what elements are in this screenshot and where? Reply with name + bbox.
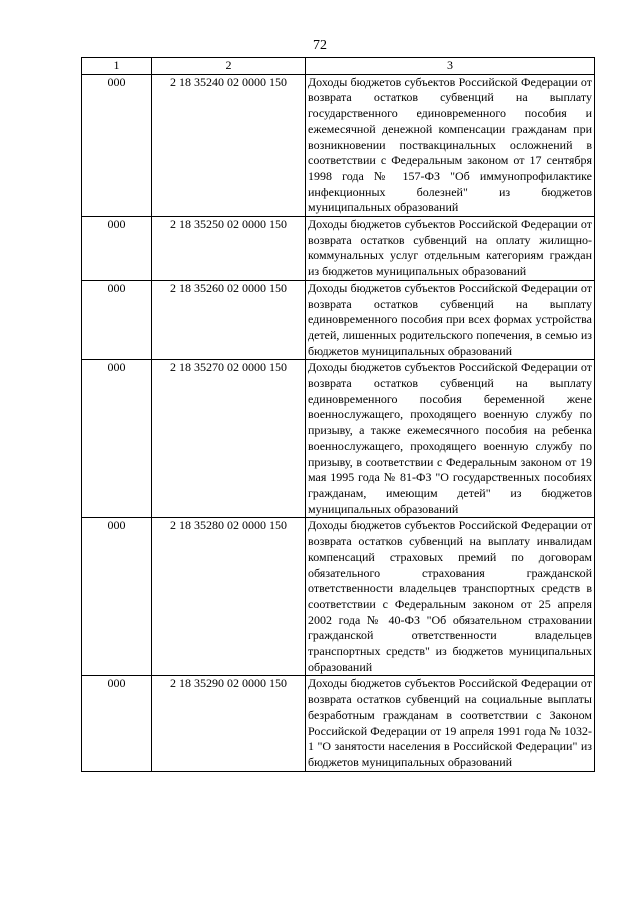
income-description-cell: Доходы бюджетов субъектов Российской Федерации от возврата остатков субвенций на выплату единовременного пособия беременной жене военнослужащего, проходящего военную службу по призыву, а также ежемесячного пособия на ребенка военнослужащего, проходящего военную службу по призыву, в соответствии с Федеральным законом от 19 мая 1995 года № 81-ФЗ "О государственных пособиях гражданам, имеющим детей" из бюджетов муниципальных образований xyxy=(306,360,595,518)
income-description-cell: Доходы бюджетов субъектов Российской Федерации от возврата остатков субвенций на выплату единовременного пособия при всех формах устройства детей, лишенных родительского попечения, в семью из бюджетов муниципальных образований xyxy=(306,280,595,360)
admin-code-cell: 000 xyxy=(82,74,152,216)
budget-code-cell: 2 18 35270 02 0000 150 xyxy=(152,360,306,518)
budget-code-cell: 2 18 35260 02 0000 150 xyxy=(152,280,306,360)
income-description-cell: Доходы бюджетов субъектов Российской Федерации от возврата остатков субвенций на выплату инвалидам компенсаций страховых премий по договорам обязательного страхования гражданской ответственности владельцев транспортных средств в соответствии с Федеральным законом от 25 апреля 2002 года № 40-ФЗ "Об обязательном страховании гражданской ответственности владельцев транспортных средств" из бюджетов муниципальных образований xyxy=(306,518,595,676)
table-header-row xyxy=(82,58,595,75)
admin-code-cell: 000 xyxy=(82,280,152,360)
page-number: 72 xyxy=(313,38,327,53)
table-row xyxy=(82,280,595,360)
income-description-cell: Доходы бюджетов субъектов Российской Федерации от возврата остатков субвенций на оплату жилищно-коммунальных услуг отдельным категориям граждан из бюджетов муниципальных образований xyxy=(306,217,595,281)
column-header-2: 2 xyxy=(152,58,306,75)
table-row xyxy=(82,518,595,676)
budget-code-cell: 2 18 35280 02 0000 150 xyxy=(152,518,306,676)
table-row xyxy=(82,360,595,518)
admin-code-cell: 000 xyxy=(82,518,152,676)
admin-code-cell: 000 xyxy=(82,676,152,771)
budget-code-cell: 2 18 35240 02 0000 150 xyxy=(152,74,306,216)
column-header-1: 1 xyxy=(82,58,152,75)
budget-classification-table xyxy=(81,57,595,772)
budget-code-cell: 2 18 35290 02 0000 150 xyxy=(152,676,306,771)
income-description-cell: Доходы бюджетов субъектов Российской Федерации от возврата остатков субвенций на социальные выплаты безработным гражданам в соответствии с Законом Российской Федерации от 19 апреля 1991 года № 1032-1 "О занятости населения в Российской Федерации" из бюджетов муниципальных образований xyxy=(306,676,595,771)
column-header-3: 3 xyxy=(306,58,595,75)
table-row xyxy=(82,217,595,281)
budget-code-cell: 2 18 35250 02 0000 150 xyxy=(152,217,306,281)
admin-code-cell: 000 xyxy=(82,360,152,518)
admin-code-cell: 000 xyxy=(82,217,152,281)
table-row xyxy=(82,676,595,771)
table-row xyxy=(82,74,595,216)
income-description-cell: Доходы бюджетов субъектов Российской Федерации от возврата остатков субвенций на выплату государственного единовременного пособия и ежемесячной денежной компенсации гражданам при возникновении поствакцинальных осложнений в соответствии с Федеральным законом от 17 сентября 1998 года № 157-ФЗ "Об иммунопрофилактике инфекционных болезней" из бюджетов муниципальных образований xyxy=(306,74,595,216)
